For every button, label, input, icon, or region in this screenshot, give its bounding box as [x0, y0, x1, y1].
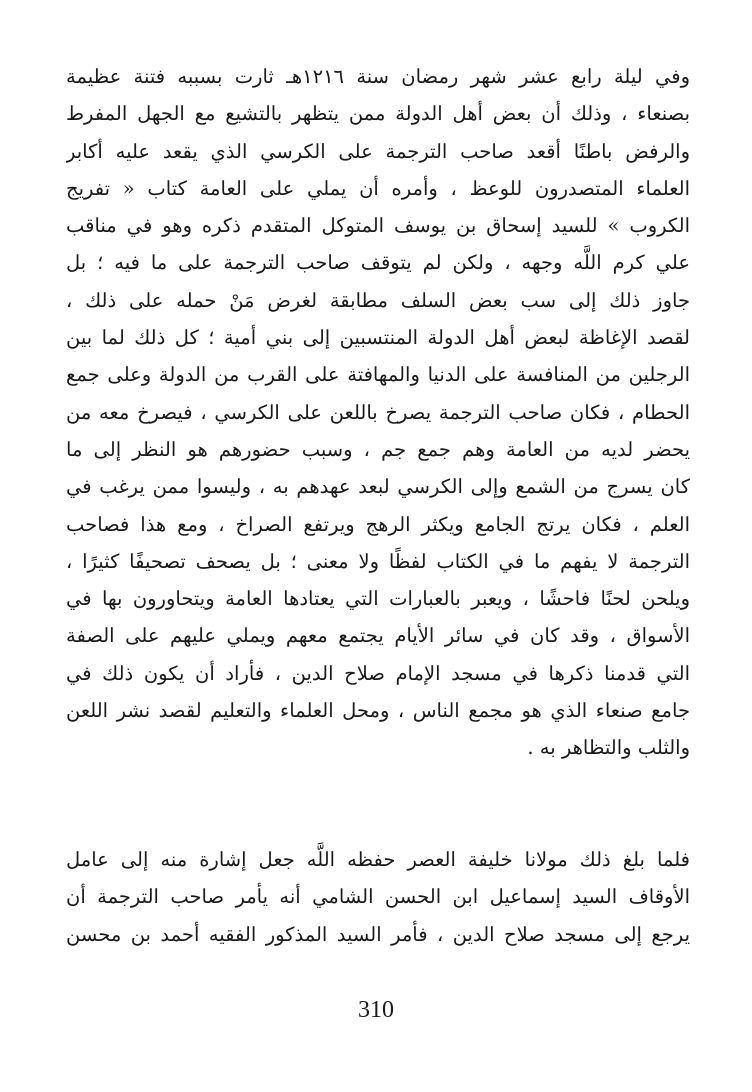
text-line: لقصد الإغاظة لبعض أهل الدولة المنتسبين إلى بني أمية ؛ كل ذلك لما بين — [66, 326, 690, 350]
text-line: وفي ليلة رابع عشر شهر رمضان سنة ١٢١٦هـ ثارت بسببه فتنة عظيمة — [66, 65, 690, 88]
text-line: الرجلين من المنافسة على الدنيا والمهافتة على القرب من الدولة وعلى جمع — [66, 363, 690, 387]
text-line: الحطام ، فكان صاحب الترجمة يصرخ باللعن على الكرسي ، فيصرخ معه من — [66, 400, 690, 424]
text-line: العلم ، فكان يرتج الجامع ويكثر الرهج ويرتفع الصراخ ، ومع هذا فصاحب — [66, 512, 690, 536]
text-line: فلما بلغ ذلك مولانا خليفة العصر حفظه اللَّه جعل إشارة منه إلى عامل — [66, 848, 690, 871]
text-line: الأسواق ، وقد كان في سائر الأيام يجتمع معهم ويملي عليهم على الصفة — [66, 624, 690, 648]
text-line: الكروب » للسيد إسحاق بن يوسف المتوكل المتقدم ذكره وهو في مناقب — [66, 214, 690, 238]
text-line: جاوز ذلك إلى سب بعض السلف مطابقة لغرض مَنْ حمله على ذلك ، — [66, 288, 690, 312]
text-line: التي قدمنا ذكرها في مسجد الإمام صلاح الدين ، فأراد أن يكون ذلك في — [66, 661, 690, 685]
text-line: الترجمة لا يفهم ما في الكتاب لفظًا ولا معنى ؛ بل يصحف تصحيفًا كثيرًا ، — [66, 549, 690, 573]
text-line: يحضر لديه من العامة وهم جمع جم ، وسبب حضورهم هو النظر إلى ما — [66, 437, 690, 461]
text-line: الأوقاف السيد إسماعيل ابن الحسن الشامي أنه يأمر صاحب الترجمة أن — [66, 885, 690, 909]
text-line: جامع صنعاء الذي هو مجمع الناس ، ومحل العلماء والتعليم لقصد نشر اللعن — [66, 699, 690, 723]
text-line: والرفض باطنًا أقعد صاحب الترجمة على الكرسي الذي يقعد عليه أكابر — [66, 139, 690, 163]
text-line: علي كرم اللَّه وجهه ، ولكن لم يتوقف صاحب الترجمة على ما فيه ؛ بل — [66, 251, 690, 275]
text-line: يرجع إلى مسجد صلاح الدين ، فأمر السيد المذكور الفقيه أحمد بن محسن — [66, 922, 690, 946]
text-line: والثلب والتظاهر به . — [527, 736, 690, 760]
text-line: كان يسرج من الشمع وإلى الكرسي لبعد عهدهم به ، وليسوا ممن يرغب في — [66, 475, 690, 499]
text-line: بصنعاء ، وذلك أن بعض أهل الدولة ممن يتظهر بالتشيع مع الجهل المفرط — [66, 102, 690, 126]
text-line: ويلحن لحنًا فاحشًا ، ويعبر بالعبارات التي يعتادها العامة ويتحاورون بها في — [66, 587, 690, 611]
paragraph-1 — [66, 58, 690, 767]
paragraph-2 — [66, 841, 690, 953]
page-number: 310 — [358, 997, 394, 1023]
text-line: العلماء المتصدرون للوعظ ، وأمره أن يملي على العامة كتاب « تفريج — [66, 176, 690, 200]
